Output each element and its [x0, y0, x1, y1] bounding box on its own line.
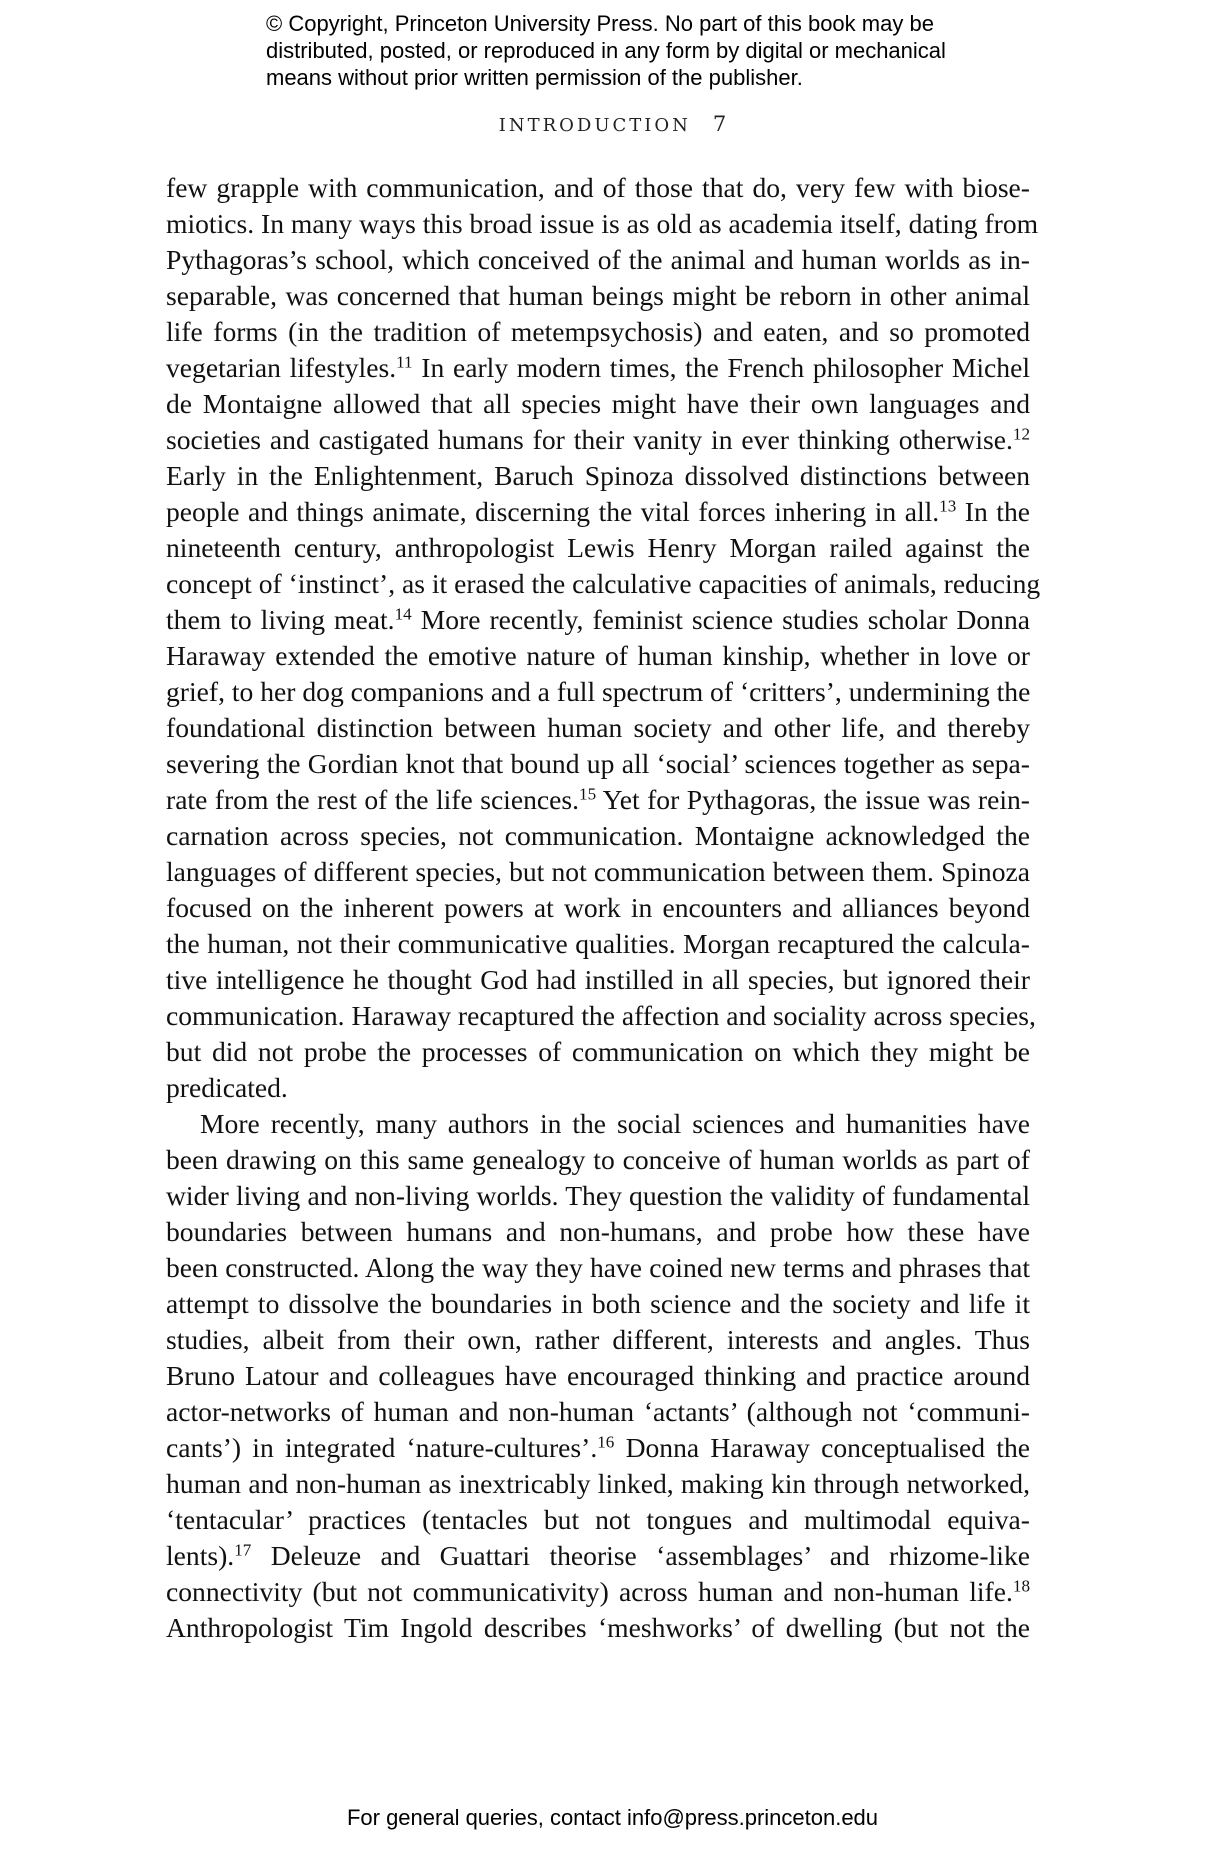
text-segment: them to living meat.	[166, 604, 395, 635]
text-line: few grapple with communication, and of those that do, very few with biose-	[166, 172, 1030, 203]
text-line: foundational distinction between human society and other life, and thereby	[166, 712, 1030, 743]
text-segment: societies and castigated humans for their vanity in ever thinking otherwise.	[166, 424, 1013, 455]
footnote-ref-16: 16	[597, 1432, 615, 1452]
text-line	[166, 1430, 1030, 1466]
text-line: attempt to dissolve the boundaries in both science and the society and life it	[166, 1288, 1030, 1319]
footnote-ref-13: 13	[939, 496, 957, 516]
text-line: been constructed. Along the way they have coined new terms and phrases that	[166, 1252, 1030, 1283]
text-segment: vegetarian lifestyles.	[166, 352, 397, 383]
text-line: carnation across species, not communication. Montaigne acknowledged the	[166, 820, 1030, 851]
copyright-notice	[266, 10, 1026, 91]
text-line: actor-networks of human and non-human ‘actants’ (although not ‘communi-	[166, 1396, 1030, 1427]
text-line: been drawing on this same genealogy to conceive of human worlds as part of	[166, 1144, 1030, 1175]
text-line: nineteenth century, anthropologist Lewis Henry Morgan railed against the	[166, 532, 1030, 563]
text-line: but did not probe the processes of communication on which they might be	[166, 1036, 1030, 1067]
text-segment: cants’) in integrated ‘nature-cultures’.	[166, 1432, 598, 1463]
text-segment: Yet for Pythagoras, the issue was rein-	[596, 784, 1030, 815]
text-line: Anthropologist Tim Ingold describes ‘meshworks’ of dwelling (but not the	[166, 1612, 1030, 1643]
text-line	[166, 1538, 1030, 1574]
text-segment: In the	[956, 496, 1030, 527]
footer-contact: For general queries, contact info@press.princeton.edu	[346, 1805, 879, 1830]
footnote-ref-15: 15	[579, 784, 597, 804]
text-line: concept of ‘instinct’, as it erased the calculative capacities of animals, reducing	[166, 568, 1041, 599]
running-head	[0, 112, 1225, 136]
text-segment: rate from the rest of the life sciences.	[166, 784, 580, 815]
text-line: Bruno Latour and colleagues have encouraged thinking and practice around	[166, 1360, 1030, 1391]
copyright-line: © Copyright, Princeton University Press. No part of this book may be	[266, 11, 934, 36]
paragraph-2	[166, 1106, 1030, 1646]
text-segment: connectivity (but not communicativity) across human and non-human life.	[166, 1576, 1013, 1607]
text-line: communication. Haraway recaptured the affection and sociality across species,	[166, 1000, 1036, 1031]
text-line: More recently, many authors in the social sciences and humanities have	[200, 1108, 1030, 1139]
text-line: separable, was concerned that human beings might be reborn in other animal	[166, 280, 1030, 311]
text-line	[166, 782, 1030, 818]
text-line: life forms (in the tradition of metempsychosis) and eaten, and so promoted	[166, 316, 1030, 347]
footnote-ref-18: 18	[1012, 1576, 1030, 1596]
text-line: boundaries between humans and non-humans, and probe how these have	[166, 1216, 1030, 1247]
copyright-line: means without prior written permission of the publisher.	[266, 65, 803, 90]
text-line: miotics. In many ways this broad issue is as old as academia itself, dating from	[166, 208, 1039, 239]
text-line: Haraway extended the emotive nature of human kinship, whether in love or	[166, 640, 1030, 671]
text-segment: people and things animate, discerning the vital forces inhering in all.	[166, 496, 940, 527]
footnote-ref-11: 11	[396, 352, 413, 372]
text-line	[166, 350, 1030, 386]
page-number: 7	[712, 112, 727, 136]
footnote-ref-12: 12	[1012, 424, 1030, 444]
text-line: tive intelligence he thought God had instilled in all species, but ignored their	[166, 964, 1030, 995]
text-line	[166, 494, 1030, 530]
running-head-section: INTRODUCTION	[498, 115, 691, 136]
text-line: severing the Gordian knot that bound up all ‘social’ sciences together as sepa-	[166, 748, 1030, 779]
text-line: Pythagoras’s school, which conceived of the animal and human worlds as in-	[166, 244, 1030, 275]
text-segment: Deleuze and Guattari theorise ‘assemblages’ and rhizome-like	[251, 1540, 1030, 1571]
text-line: languages of different species, but not communication between them. Spinoza	[166, 856, 1030, 887]
footnote-ref-14: 14	[394, 604, 412, 624]
text-line: human and non-human as inextricably linked, making kin through networked,	[166, 1468, 1030, 1499]
text-line: studies, albeit from their own, rather different, interests and angles. Thus	[166, 1324, 1030, 1355]
body-text	[166, 170, 1041, 1646]
text-line	[166, 422, 1030, 458]
text-line: focused on the inherent powers at work in encounters and alliances beyond	[166, 892, 1030, 923]
footnote-ref-17: 17	[234, 1540, 252, 1560]
text-line: the human, not their communicative qualities. Morgan recaptured the calcula-	[166, 928, 1030, 959]
text-line: ‘tentacular’ practices (tentacles but not tongues and multimodal equiva-	[166, 1504, 1030, 1535]
text-segment: In early modern times, the French philosopher Michel	[412, 352, 1031, 383]
text-line	[166, 1574, 1030, 1610]
text-line	[166, 602, 1030, 638]
text-line: wider living and non-living worlds. They question the validity of fundamental	[166, 1180, 1030, 1211]
copyright-line: distributed, posted, or reproduced in any form by digital or mechanical	[266, 38, 946, 63]
text-line: grief, to her dog companions and a full spectrum of ‘critters’, undermining the	[166, 676, 1031, 707]
text-segment: More recently, feminist science studies scholar Donna	[411, 604, 1030, 635]
text-line: Early in the Enlightenment, Baruch Spinoza dissolved distinctions between	[166, 460, 1030, 491]
text-line: predicated.	[166, 1072, 288, 1103]
text-line: de Montaigne allowed that all species might have their own languages and	[166, 388, 1030, 419]
text-segment: Donna Haraway conceptualised the	[614, 1432, 1031, 1463]
paragraph-1	[166, 170, 1041, 1106]
text-segment: lents).	[166, 1540, 235, 1571]
